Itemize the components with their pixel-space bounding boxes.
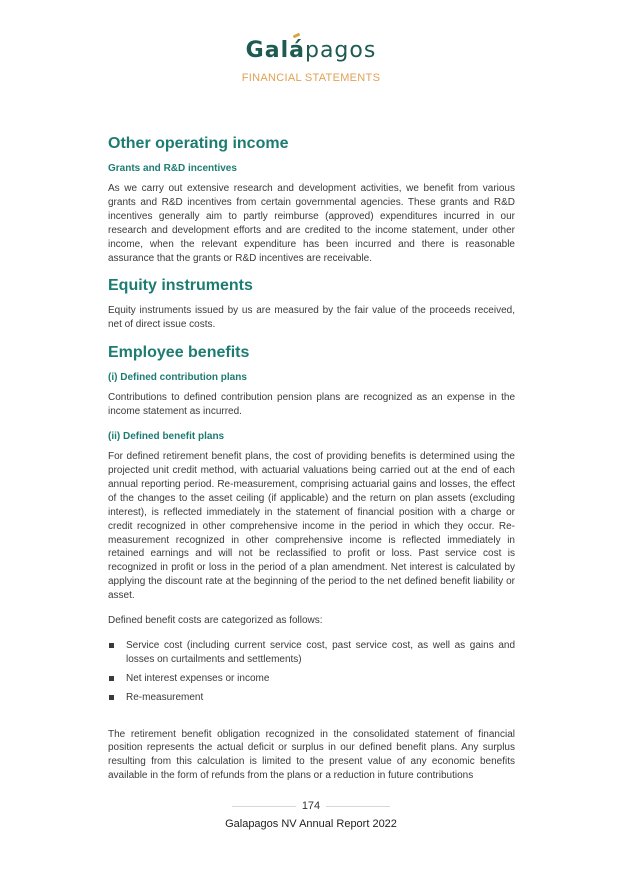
footer-rule-right <box>326 806 390 807</box>
list-item: Service cost (including current service cost, past service cost, as well as gains and losses on curtailments and settlements) <box>108 639 515 667</box>
section-subtitle: FINANCIAL STATEMENTS <box>241 72 381 84</box>
heading-employee-benefits: Employee benefits <box>108 344 250 362</box>
report-title: Galapagos NV Annual Report 2022 <box>225 818 397 830</box>
paragraph-retirement-obligation: The retirement benefit obligation recognized in the consolidated statement of financial position represents the actual deficit or surplus in our defined benefit plans. Any surplus resulting from this calculation is limited to the present value of any economic benefits available in the form of refunds from the plans or a reduction in future contributions <box>108 728 515 782</box>
subheading-grants: Grants and R&D incentives <box>108 163 237 174</box>
page-footer <box>0 800 622 830</box>
list-item: Net interest expenses or income <box>108 672 515 686</box>
paragraph-equity: Equity instruments issued by us are measured by the fair value of the proceeds received, net of direct issue costs. <box>108 305 515 331</box>
page-content <box>108 134 515 794</box>
paragraph-list-intro: Defined benefit costs are categorized as follows: <box>108 615 323 627</box>
page-number-line <box>0 800 622 812</box>
subheading-defined-benefit: (ii) Defined benefit plans <box>108 431 225 443</box>
list-item: Re-measurement <box>108 691 515 705</box>
heading-equity-instruments: Equity instruments <box>108 277 253 295</box>
galapagos-logo: Galápagos <box>245 38 377 63</box>
heading-other-operating-income: Other operating income <box>108 135 289 152</box>
page-number: 174 <box>301 800 321 812</box>
square-bullet-icon <box>109 695 114 700</box>
paragraph-defined-contribution: Contributions to defined contribution pension plans are recognized as an expense in the income statement as incurred. <box>108 392 515 418</box>
paragraph-defined-benefit: For defined retirement benefit plans, the cost of providing benefits is determined using the projected unit credit method, with actuarial valuations being carried out at the end of each annual reporting period. Re-measurement, comprising actuarial gains and losses, the effect of the changes to the asset ceiling (if applicable) and the return on plan assets (excluding interest), is reflected immediately in the statement of financial position with a charge or credit recognized in other comprehensive income in the period in which they occur. Re-measurement recognized in other comprehensive income is reflected immediately in retained earnings and will not be reclassified to profit or loss. Past service cost is recognized in profit or loss in the period of a plan amendment. Net interest is calculated by applying the discount rate at the beginning of the period to the net defined benefit liability or asset. <box>108 451 515 602</box>
square-bullet-icon <box>109 643 114 648</box>
paragraph-grants: As we carry out extensive research and development activities, we benefit from various grants and R&D incentives from certain governmental agencies. These grants and R&D incentives generally aim to partly reimburse (approved) expenditures incurred in our research and development efforts and are credited to the income statement, under other income, when the relevant expenditure has been incurred and there is reasonable assurance that the grants or R&D incentives are receivable. <box>108 183 515 264</box>
subheading-defined-contribution: (i) Defined contribution plans <box>108 372 247 384</box>
benefit-costs-list <box>108 639 515 705</box>
page-header <box>0 38 622 84</box>
square-bullet-icon <box>109 676 114 681</box>
footer-rule-left <box>232 806 296 807</box>
